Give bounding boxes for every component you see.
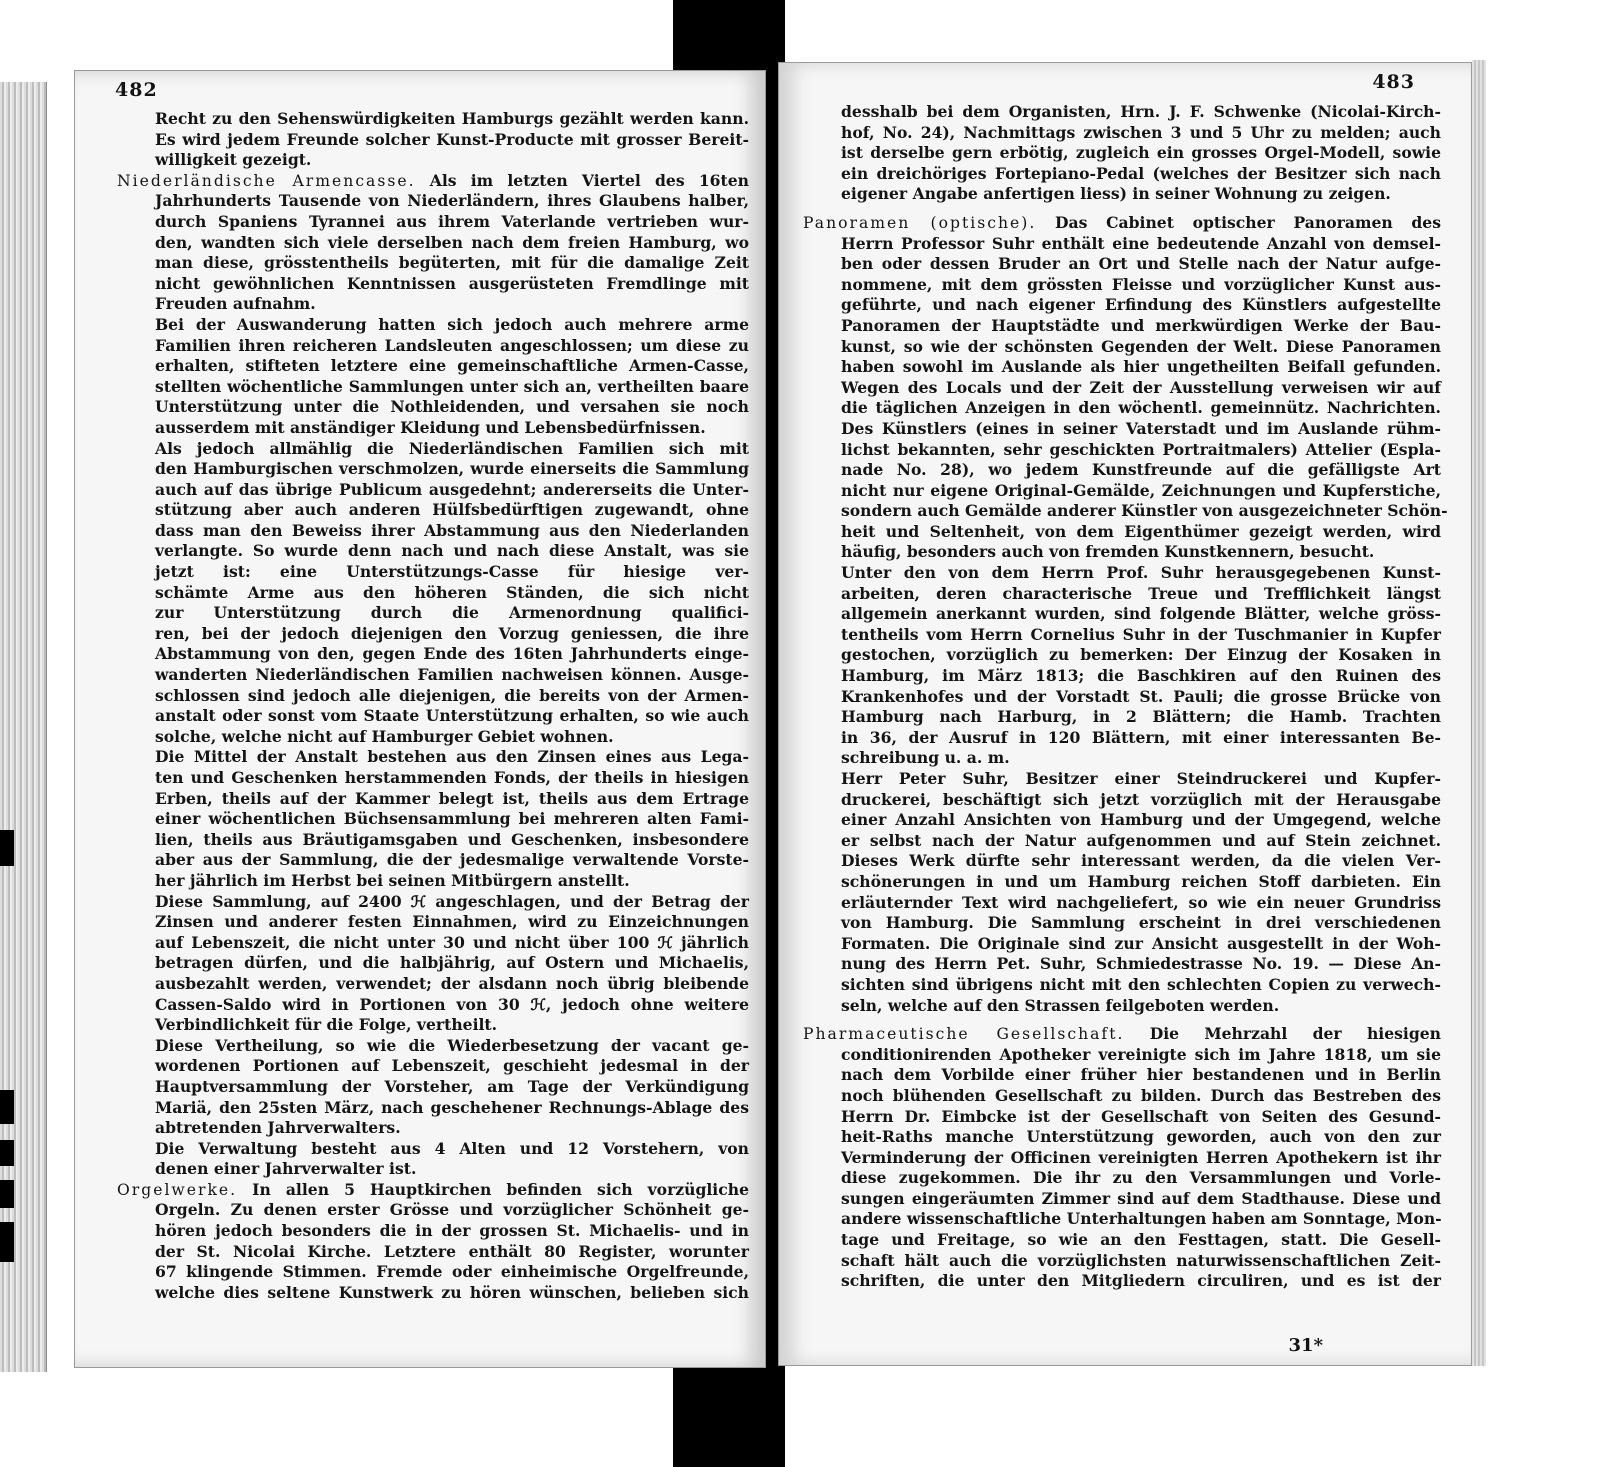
edge-mark	[0, 1140, 14, 1166]
text-line: solche, welche nicht auf Hamburger Gebiet wohnen.	[155, 726, 614, 746]
text-line: Unter den von dem Herrn Prof. Suhr herausgegebenen Kunst-	[841, 563, 1441, 583]
text-line: wanderten Niederländischen Familien nachweisen können. Ausge-	[155, 665, 749, 685]
text-line: Mariä, den 25sten März, nach geschehener Rechnungs-Ablage des	[155, 1097, 749, 1117]
text-line: Formaten. Die Originale sind zur Ansicht ausgestellt in der Woh-	[841, 933, 1441, 953]
text-line: Verminderung der Officinen vereinigten Herren Apothekern ist ihr	[841, 1147, 1441, 1167]
text-line: allgemein anerkannt wurden, sind folgende Blätter, welche gröss-	[841, 604, 1441, 624]
text-line: Jahrhunderts Tausende von Niederländern, ihres Glaubens halber,	[155, 191, 749, 211]
text-line: schriften, die unter den Mitgliedern circuliren, und es ist der	[841, 1271, 1441, 1291]
text-line: den Hamburgischen verschmolzen, wurde einerseits die Sammlung	[155, 459, 749, 479]
section-heading-line	[803, 1024, 1441, 1045]
text-line: andere wissenschaftliche Unterhaltungen haben am Sonntage, Mon-	[841, 1209, 1442, 1229]
text-line: arbeiten, deren characterische Treue und Trefflichkeit längst	[841, 583, 1441, 603]
text-line: betragen dürfen, und die halbjährig, auf Ostern und Michaelis,	[155, 953, 749, 973]
text-line: Freuden aufnahm.	[155, 294, 316, 314]
text-line: schreibung u. a. m.	[841, 748, 1010, 768]
text-line: die täglichen Anzeigen in den wöchentl. gemeinnütz. Nachrichten.	[841, 398, 1441, 418]
text-line: geführte, und nach eigener Erfindung des Künstlers aufgestellte	[841, 295, 1441, 315]
text-line: eigener Angabe anfertigen liess) in seiner Wohnung zu zeigen.	[841, 184, 1391, 204]
signature-mark: 31*	[1288, 1335, 1323, 1356]
text-line: diese zugekommen. Die ihr zu den Versammlungen und Vorle-	[841, 1168, 1441, 1188]
text-line: erläuternder Text wird nachgeliefert, so wie ein neuer Grundriss	[841, 892, 1441, 912]
text-line: der St. Nicolai Kirche. Letztere enthält 80 Register, worunter	[155, 1241, 749, 1261]
section-heading: Pharmaceutische Gesellschaft.	[803, 1025, 1125, 1044]
text-line: conditionirenden Apotheker vereinigte sich im Jahre 1818, um sie	[841, 1044, 1441, 1064]
paragraph-gap	[803, 1016, 1441, 1024]
text-line: Orgeln. Zu denen erster Grösse und vorzüglicher Schönheit ge-	[155, 1200, 749, 1220]
text-line: nicht gewöhnlichen Kenntnissen ausgerüsteten Fremdlinge mit	[155, 273, 749, 293]
text-line: häufig, besonders auch von fremden Kunstkennern, besucht.	[841, 542, 1375, 562]
text-line: nicht nur eigene Original-Gemälde, Zeichnungen und Kupferstiche,	[841, 480, 1441, 500]
text-line: Erben, theils auf der Kammer belegt ist, theils aus dem Ertrage	[155, 788, 749, 808]
text-line: schämte Arme aus den höheren Ständen, die sich nicht	[155, 582, 749, 602]
text-line: Es wird jedem Freunde solcher Kunst-Producte mit grosser Bereit-	[155, 129, 749, 149]
text-line: ten und Geschenken herstammenden Fonds, der theils in hiesigen	[155, 768, 749, 787]
text-line: Das Cabinet optischer Panoramen des	[1036, 212, 1441, 232]
page-edges-left	[0, 82, 47, 1372]
text-line: Cassen-Saldo wird in Portionen von 30 ℋ, jedoch ohne weitere	[155, 994, 749, 1014]
text-line: anstalt oder sonst vom Staate Unterstützung erhalten, so wie auch	[155, 706, 749, 726]
text-line: in 36, der Ausruf in 120 Blättern, mit einer interessanten Be-	[841, 727, 1441, 747]
page-number: 483	[1372, 71, 1415, 93]
text-line: auch auf das übrige Publicum ausgedehnt; andererseits die Unter-	[155, 479, 749, 499]
page-edges-right	[1472, 60, 1486, 1366]
edge-mark	[0, 1090, 14, 1124]
text-line: einer wöchentlichen Büchsensammlung bei mehreren alten Fami-	[155, 809, 749, 829]
edge-mark	[0, 830, 14, 866]
text-line: Diese Vertheilung, so wie die Wiederbesetzung der vacant ge-	[155, 1035, 749, 1055]
text-line: Diese Sammlung, auf 2400 ℋ angeschlagen, und der Betrag der	[155, 891, 749, 911]
text-line: von Hamburg. Die Sammlung erscheint in drei verschiedenen	[841, 913, 1441, 933]
text-line: lien, theils aus Bräutigamsgaben und Geschenken, insbesondere	[155, 829, 749, 849]
text-line: Krankenhofes und der Vorstadt St. Pauli; die grosse Brücke von	[841, 686, 1441, 706]
text-line: haben sowohl im Auslande als hier ungetheilten Beifall gefunden.	[841, 357, 1441, 377]
text-line: kunst, so wie der schönsten Gegenden der Welt. Diese Panoramen	[841, 336, 1441, 356]
text-line: welche dies seltene Kunstwerk zu hören wünschen, belieben sich	[155, 1282, 749, 1302]
text-line: dass man den Beweiss ihrer Abstammung aus den Niederlanden	[155, 520, 749, 540]
text-line: erhalten, stifteten letztere eine gemeinschaftliche Armen-Casse,	[155, 356, 749, 376]
text-line: lichst bekannten, sehr geschickten Portraitmalers) Attelier (Espla-	[841, 439, 1441, 459]
section-heading-line	[803, 213, 1441, 234]
text-line: Panoramen der Hauptstädte und merkwürdigen Werke der Bau-	[841, 315, 1441, 335]
section-heading-line	[117, 171, 749, 192]
page-text	[117, 109, 749, 1303]
text-line: noch blühenden Gesellschaft zu bilden. Durch das Bestreben des	[841, 1085, 1441, 1105]
text-line: ausbezahlt werden, verwendet; der alsdann noch übrig bleibende	[155, 973, 749, 993]
text-line: Die Mittel der Anstalt bestehen aus den Zinsen eines aus Lega-	[155, 747, 749, 767]
text-line: auf Lebenszeit, die nicht unter 30 und nicht über 100 ℋ jährlich	[155, 932, 749, 952]
text-line: Herr Peter Suhr, Besitzer einer Steindruckerei und Kupfer-	[841, 769, 1441, 788]
section-heading: Panoramen (optische).	[803, 213, 1037, 232]
text-line: Dieses Werk dürfte sehr interessant werden, da die vielen Ver-	[841, 851, 1441, 871]
text-line: gestochen, vorzüglich zu bemerken: Der Einzug der Kosaken in	[841, 645, 1441, 665]
text-line: Des Künstlers (eines in seiner Vaterstadt und im Auslande rühm-	[841, 418, 1441, 438]
text-line: verlangte. So wurde denn nach und nach diese Anstalt, was sie	[155, 541, 749, 561]
page-number: 482	[115, 79, 158, 101]
text-line: jetzt ist: eine Unterstützungs-Casse für hiesige ver-	[155, 562, 749, 582]
text-line: nach dem Vorbilde einer früher hier bestandenen und in Berlin	[841, 1065, 1441, 1085]
text-line: Wegen des Locals und der Zeit der Ausstellung verweisen wir auf	[841, 377, 1441, 397]
text-line: Die Mehrzahl der hiesigen	[1124, 1024, 1441, 1044]
text-line: Hauptversammlung der Vorsteher, am Tage der Verkündigung	[155, 1076, 749, 1096]
text-line: denen einer Jahrverwalter ist.	[155, 1159, 417, 1179]
left-page	[74, 70, 766, 1368]
text-line: Abstammung von den, gegen Ende des 16ten Jahrhunderts einge-	[155, 644, 749, 664]
text-line: aber aus der Sammlung, die der jedesmalige verwaltende Vorste-	[155, 850, 749, 870]
text-line: einer Anzahl Ansichten von Hamburg und der Umgegend, welche	[841, 810, 1441, 830]
text-line: zur Unterstützung durch die Armenordnung qualifici-	[155, 603, 749, 623]
text-line: tage und Freitage, so wie an den Festtagen, statt. Die Gesell-	[841, 1230, 1441, 1250]
text-line: durch Spaniens Tyrannei aus ihrem Vaterlande vertrieben wur-	[155, 211, 749, 231]
text-line: den, wandten sich viele derselben nach dem freien Hamburg, wo	[155, 232, 749, 252]
text-line: Herrn Dr. Eimbcke ist der Gesellschaft von Seiten des Gesund-	[841, 1106, 1441, 1126]
text-line: In allen 5 Hauptkirchen befinden sich vorzügliche	[237, 1179, 749, 1199]
section-heading: Orgelwerke.	[117, 1180, 238, 1199]
text-line: nade No. 28), wo jedem Kunstfreunde auf die gefälligste Art	[841, 460, 1441, 480]
text-line: sondern auch Gemälde anderer Künstler von ausgezeichneter Schön-	[841, 501, 1448, 521]
text-line: er selbst nach der Natur aufgenommen und auf Stein zeichnet.	[841, 830, 1441, 850]
text-line: ein dreichöriges Fortepiano-Pedal (welches der Besitzer sich nach	[841, 163, 1441, 183]
edge-mark	[0, 1222, 14, 1262]
text-line: Bei der Auswanderung hatten sich jedoch auch mehrere arme	[155, 314, 749, 334]
text-line: nung des Herrn Pet. Suhr, Schmiedestrasse No. 19. — Diese An-	[841, 954, 1441, 974]
text-line: seln, welche auf den Strassen feilgeboten werden.	[841, 995, 1280, 1015]
text-line: sungen eingeräumten Zimmer sind auf dem Stadthause. Diese und	[841, 1188, 1441, 1208]
text-line: abtretenden Jahrverwalters.	[155, 1118, 401, 1138]
text-line: Die Verwaltung besteht aus 4 Alten und 12 Vorstehern, von	[155, 1138, 749, 1158]
text-line: stützung aber auch anderen Hülfsbedürftigen zugewandt, ohne	[155, 500, 749, 520]
edge-mark	[0, 1180, 14, 1208]
text-line: willigkeit gezeigt.	[155, 150, 312, 170]
text-line: ist derselbe gern erbötig, zugleich ein grosses Orgel-Modell, sowie	[841, 143, 1441, 163]
text-line: schönerungen in und um Hamburg reichen Stoff darbieten. Ein	[841, 871, 1441, 891]
text-line: Zinsen und anderer festen Einnahmen, wird zu Einzeichnungen	[155, 912, 749, 932]
text-line: wordenen Portionen auf Lebenszeit, geschieht jedesmal in der	[155, 1056, 749, 1076]
paragraph-gap	[803, 205, 1441, 213]
text-line: druckerei, beschäftigt sich jetzt vorzüglich mit der Herausgabe	[841, 789, 1441, 809]
text-line: hören jedoch besonders die in der grossen St. Michaelis- und in	[155, 1221, 749, 1241]
right-page	[778, 62, 1472, 1366]
section-heading-line	[117, 1180, 749, 1201]
text-line: her jährlich im Herbst bei seinen Mitbürgern anstellt.	[155, 870, 630, 890]
text-line: man diese, grösstentheils begüterten, mit für die damalige Zeit	[155, 253, 749, 273]
text-line: schaft hält auch die vorzüglichsten naturwissenschaftlichen Zeit-	[841, 1250, 1441, 1270]
text-line: Hamburg, im März 1813; die Baschkiren auf den Ruinen des	[841, 666, 1441, 686]
section-heading: Niederländische Armencasse.	[117, 171, 416, 190]
text-line: Als im letzten Viertel des 16ten	[415, 170, 749, 190]
text-line: Unterstützung unter die Nothleidenden, und versahen sie noch	[155, 397, 749, 417]
text-line: 67 klingende Stimmen. Fremde oder einheimische Orgelfreunde,	[155, 1262, 749, 1282]
text-line: ren, bei der jedoch diejenigen den Vorzug geniessen, die ihre	[155, 623, 749, 643]
text-line: Als jedoch allmählig die Niederländischen Familien sich mit	[155, 438, 749, 458]
text-line: sichten sind übrigens nicht mit den schlechten Copien zu verwech-	[841, 974, 1441, 994]
text-line: Herrn Professor Suhr enthält eine bedeutende Anzahl von demsel-	[841, 233, 1441, 253]
text-line: tentheils vom Herrn Cornelius Suhr in der Tuschmanier in Kupfer	[841, 624, 1441, 644]
text-line: desshalb bei dem Organisten, Hrn. J. F. Schwenke (Nicolai-Kirch-	[841, 102, 1441, 121]
text-line: hof, No. 24), Nachmittags zwischen 3 und 5 Uhr zu melden; auch	[841, 122, 1441, 142]
page-text	[803, 102, 1448, 1292]
text-line: Hamburg nach Harburg, in 2 Blättern; die Hamb. Trachten	[841, 707, 1441, 727]
text-line: Familien ihren reicheren Landsleuten angeschlossen; um diese zu	[155, 335, 749, 355]
text-line: schlossen sind jedoch alle diejenigen, die bereits von der Armen-	[155, 685, 749, 705]
text-line: Verbindlichkeit für die Folge, vertheilt.	[155, 1015, 498, 1035]
text-line: heit und Seltenheit, von dem Eigenthümer gezeigt werden, wird	[841, 521, 1441, 541]
text-line: ausserdem mit anständiger Kleidung und Lebensbedürfnissen.	[155, 417, 706, 437]
text-line: heit-Raths manche Unterstützung geworden, auch von den zur	[841, 1127, 1441, 1147]
text-line: nommene, mit dem grössten Fleisse und vorzüglicher Kunst aus-	[841, 274, 1441, 294]
text-line: ben oder dessen Bruder an Ort und Stelle nach der Natur aufge-	[841, 254, 1441, 274]
text-line: stellten wöchentliche Sammlungen unter sich an, vertheilten baare	[155, 376, 749, 396]
text-line: Recht zu den Sehenswürdigkeiten Hamburgs gezählt werden kann.	[155, 109, 749, 128]
